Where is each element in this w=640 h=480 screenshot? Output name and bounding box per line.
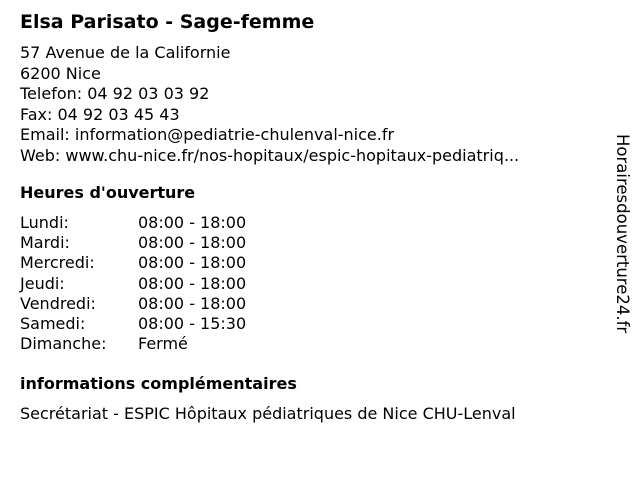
- day-label: Lundi:: [20, 213, 69, 232]
- time-range: 08:00 - 18:00: [138, 233, 247, 253]
- day-label: Jeudi:: [20, 273, 65, 293]
- time-range: 08:00 - 18:00: [138, 253, 247, 273]
- website-label: Web:: [20, 145, 66, 165]
- day-label: Vendredi:: [20, 293, 96, 313]
- hours-row-sunday: [20, 334, 246, 354]
- time-range: 08:00 - 15:30: [138, 313, 247, 333]
- additional-info-heading: informations complémentaires: [20, 374, 297, 393]
- time-range: Fermé: [138, 334, 188, 354]
- day-label: Mardi:: [20, 233, 70, 253]
- website-link[interactable]: www.chu-nice.fr/nos-hopitaux/espic-hopitaux-pediatriq...: [65, 145, 520, 165]
- hours-row-saturday: [20, 314, 246, 334]
- time-range: 08:00 - 18:00: [138, 293, 247, 313]
- fax-number: Fax: 04 92 03 45 43: [20, 104, 180, 124]
- day-label: Samedi:: [20, 313, 86, 333]
- street-address: 57 Avenue de la Californie: [20, 43, 231, 62]
- site-watermark: Horairesdouverture24.fr: [613, 134, 632, 334]
- day-label: Dimanche:: [20, 334, 107, 354]
- additional-info-text: Secrétariat - ESPIC Hôpitaux pédiatriques de Nice CHU-Lenval: [20, 404, 516, 423]
- page-title: Elsa Parisato - Sage-femme: [20, 11, 315, 33]
- day-label: Mercredi:: [20, 253, 95, 273]
- hours-row-monday: [20, 213, 246, 233]
- hours-row-friday: [20, 294, 246, 314]
- time-range: 08:00 - 18:00: [138, 273, 247, 293]
- phone-number: Telefon: 04 92 03 03 92: [20, 84, 210, 103]
- email-address: Email: information@pediatrie-chulenval-nice.fr: [20, 125, 395, 144]
- time-range: 08:00 - 18:00: [138, 213, 247, 232]
- hours-row-wednesday: [20, 253, 246, 273]
- opening-hours-heading: Heures d'ouverture: [20, 183, 196, 202]
- city-address: 6200 Nice: [20, 63, 101, 83]
- hours-row-tuesday: [20, 233, 246, 253]
- hours-row-thursday: [20, 274, 246, 294]
- opening-hours-table: [20, 213, 246, 354]
- website-line: [20, 146, 519, 167]
- contact-block: [20, 43, 519, 166]
